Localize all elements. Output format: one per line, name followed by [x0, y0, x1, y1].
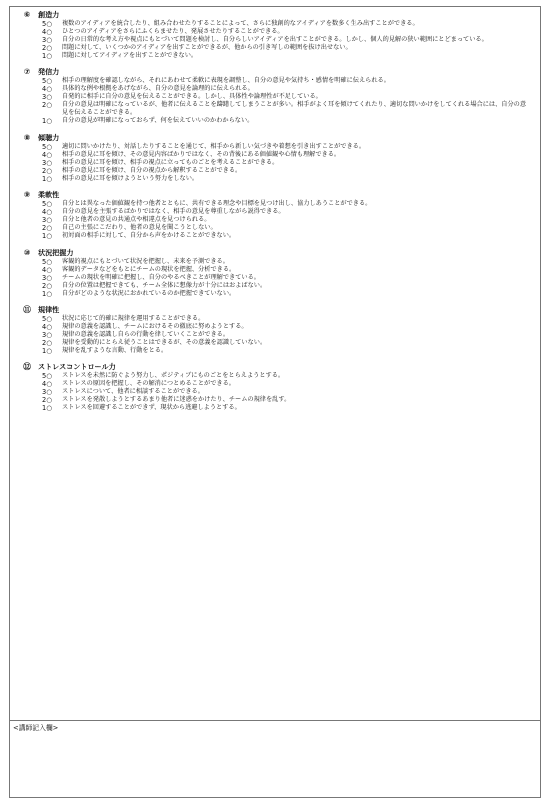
rubric-list: [10, 7, 540, 720]
level-label: 2○: [42, 338, 52, 347]
rubric-section: [22, 190, 540, 240]
level-description: 問題に対して、いくつかのアイディアを出すことができるが、他からの引き写しの範囲を抜け出せない。: [62, 44, 352, 51]
section-number: ⑥: [23, 10, 31, 19]
level-row: [22, 151, 540, 159]
level-description: 相手の意見に耳を傾け、相手の視点に立ってものごとを考えることができる。: [62, 158, 279, 166]
level-label: 2○: [42, 281, 52, 290]
instructor-remarks-box: [10, 720, 540, 798]
level-label: 5○: [42, 20, 52, 28]
level-description: 複数のアイディアを統合したり、組み合わせたりすることによって、さらに独創的なアイディアを数多く生み出すことができる。: [62, 20, 419, 27]
level-row: [22, 101, 540, 117]
section-title-text: 状況把握力: [38, 247, 74, 257]
rubric-section: [22, 133, 540, 183]
level-description: ストレスの原因を把握し、その解消につとめることができる。: [62, 380, 235, 388]
rubric-section: [22, 67, 540, 125]
level-label: 3○: [42, 216, 52, 225]
level-description: ストレスについて、他者に相談することができる。: [62, 388, 204, 396]
level-row: [22, 224, 540, 232]
level-label: 1○: [42, 404, 52, 413]
level-label: 4○: [42, 85, 52, 94]
evaluation-sheet: [9, 6, 541, 798]
level-row: [22, 258, 540, 266]
section-title: [22, 190, 540, 200]
level-label: 1○: [42, 289, 52, 298]
level-description: 規律を受動的にとらえ従うことはできるが、その意義を認識していない。: [62, 338, 267, 346]
section-title-text: 柔軟性: [38, 190, 60, 200]
section-title: [22, 10, 540, 20]
level-row: [22, 167, 540, 175]
level-row: [22, 159, 540, 167]
level-description: 客観的データなどをもとにチームの現状を把握、分析できる。: [62, 265, 236, 273]
level-label: 1○: [42, 117, 52, 126]
level-description: 規律の意義を認識し、チームにおけるその徹底に努めようとする。: [62, 322, 248, 330]
level-row: [22, 36, 540, 44]
level-label: 1○: [42, 346, 52, 355]
level-label: 3○: [42, 36, 52, 44]
level-description: ストレスを発散しようとするあまり他者に迷惑をかけたり、チームの規律を乱す。: [62, 396, 291, 404]
rubric-section: [22, 362, 540, 412]
level-description: ひとつのアイディアをさらにふくらませたり、発展させたりすることができる。: [62, 28, 284, 35]
level-label: 3○: [42, 93, 52, 102]
level-row: [22, 282, 540, 290]
level-description: 自分の意見を主張するばかりではなく、相手の意見を尊重しながら説得できる。: [62, 208, 285, 216]
level-description: 状況に応じて的確に規律を運用することができる。: [62, 314, 205, 322]
level-label: 5○: [42, 200, 52, 209]
rubric-section: [22, 10, 540, 60]
level-label: 2○: [42, 44, 52, 52]
level-label: 3○: [42, 330, 52, 339]
section-title: [22, 67, 540, 77]
level-description: 初対面の相手に対して、自分から声をかけることができない。: [62, 232, 236, 240]
level-label: 5○: [42, 372, 52, 381]
level-description: 自分の位置は把握できても、チーム全体に想像力が十分にはおよばない。: [62, 281, 267, 289]
level-row: [22, 290, 540, 298]
level-row: [22, 20, 540, 28]
level-row: [22, 323, 540, 331]
level-description: 具体的な例や根拠をあげながら、自分の意見を論理的に伝えられる。: [62, 85, 254, 93]
level-description: 相手の理解度を確認しながら、それにあわせて柔軟に表現を調整し、自分の意見や気持ち・感情を明確に伝えられる。: [62, 77, 390, 85]
level-label: 4○: [42, 322, 52, 331]
level-label: 4○: [42, 28, 52, 36]
level-label: 2○: [42, 224, 52, 233]
level-row: [22, 117, 540, 125]
level-description: 規律を乱すような言動、行動をとる。: [62, 346, 168, 354]
level-row: [22, 315, 540, 323]
rubric-section: [22, 305, 540, 355]
level-description: 自分の日常的な考え方や視点にもとづいて問題を検討し、自分らしいアイディアを出すことができる。しかし、個人的見解の狭い範囲にとどまっている。: [62, 36, 488, 43]
level-label: 2○: [42, 396, 52, 405]
section-number: ⑦: [23, 67, 31, 77]
level-label: 2○: [42, 166, 52, 175]
level-row: [22, 404, 540, 412]
level-label: 5○: [42, 142, 52, 151]
section-number: ⑧: [23, 132, 31, 142]
level-description: 規律の意義を認識し自らの行動を律していくことができる。: [62, 330, 230, 338]
level-description: 自分と他者の意見の共通点や相違点を見つけられる。: [62, 216, 211, 224]
level-label: 1○: [42, 232, 52, 241]
level-row: [22, 175, 540, 183]
level-description: チームの現状を明確に把握し、自分のやるべきことが理解できている。: [62, 273, 260, 281]
level-label: 5○: [42, 257, 52, 266]
section-number: ⑩: [23, 247, 31, 257]
level-row: [22, 208, 540, 216]
section-title-text: 規律性: [38, 304, 60, 314]
level-label: 1○: [42, 174, 52, 183]
level-row: [22, 200, 540, 208]
level-row: [22, 331, 540, 339]
level-description: ストレスを回避することができず、現状から逃避しようとする。: [62, 404, 241, 412]
level-label: 1○: [42, 52, 52, 60]
section-title: [22, 248, 540, 258]
section-number: ⑨: [23, 190, 31, 200]
remarks-label: <講師記入欄>: [13, 724, 59, 732]
level-description: 自分とは異なった価値観を持つ他者とともに、共有できる理念や目標を見つけ出し、協力しあうことができる。: [62, 200, 372, 208]
level-row: [22, 339, 540, 347]
level-description: 自己の主張にこだわり、他者の意見を聞こうとしない。: [62, 224, 217, 232]
section-title: [22, 133, 540, 143]
level-label: 3○: [42, 388, 52, 397]
level-row: [22, 232, 540, 240]
level-label: 3○: [42, 158, 52, 167]
level-description: 適切に問いかけたり、対話したりすることを通じて、相手から新しい気づきや着想を引き出すことができる。: [62, 142, 366, 150]
level-label: 2○: [42, 101, 52, 110]
level-row: [22, 143, 540, 151]
section-title-text: ストレスコントロール力: [38, 362, 116, 372]
section-number: ⑪: [23, 304, 31, 314]
level-label: 3○: [42, 273, 52, 282]
section-title-text: 傾聴力: [38, 132, 60, 142]
rubric-section: [22, 248, 540, 298]
level-description: 相手の意見に耳を傾けようという努力をしない。: [62, 174, 199, 182]
level-row: [22, 28, 540, 36]
level-description: 自分がどのような状況におかれているのか把握できていない。: [62, 289, 236, 297]
level-description: 問題に対してアイディアを出すことができない。: [62, 52, 198, 59]
level-row: [22, 44, 540, 52]
level-label: 5○: [42, 77, 52, 86]
level-label: 4○: [42, 380, 52, 389]
level-label: 5○: [42, 314, 52, 323]
level-row: [22, 274, 540, 282]
level-row: [22, 347, 540, 355]
level-label: 4○: [42, 150, 52, 159]
section-title-text: 発信力: [38, 67, 60, 77]
section-title-text: 創造力: [38, 10, 60, 19]
section-number: ⑫: [23, 362, 31, 372]
level-row: [22, 216, 540, 224]
level-description: 相手の意見に耳を傾け、自分の視点から解釈することができる。: [62, 166, 242, 174]
level-label: 4○: [42, 265, 52, 274]
level-description: ストレスを未然に防ぐよう努力し、ポジティブにものごとをとらえようとする。: [62, 372, 285, 380]
level-label: 4○: [42, 208, 52, 217]
level-description: 自分の意見が明確になっておらず、何を伝えていいのかわからない。: [62, 117, 254, 125]
level-description: 相手の意見に耳を傾け、その意見内容ばかりではなく、その背後にある価値観や心情も理解できる。: [62, 150, 341, 158]
level-row: [22, 266, 540, 274]
level-description: 自発的に相手に自分の意見を伝えることができる。しかし、具体性や論理性が不足している。: [62, 93, 322, 101]
level-description: 自分の意見は明確になっているが、他者に伝えることを躊躇してしまうことが多い。相手がよく耳を傾けてくれたり、適切な問いかけをしてくれる場合には、自分の意見を伝えることができる。: [62, 101, 527, 117]
section-title: [22, 305, 540, 315]
section-title: [22, 362, 540, 372]
level-description: 客観的視点にもとづいて状況を把握し、未来を予測できる。: [62, 257, 229, 265]
level-row: [22, 52, 540, 60]
